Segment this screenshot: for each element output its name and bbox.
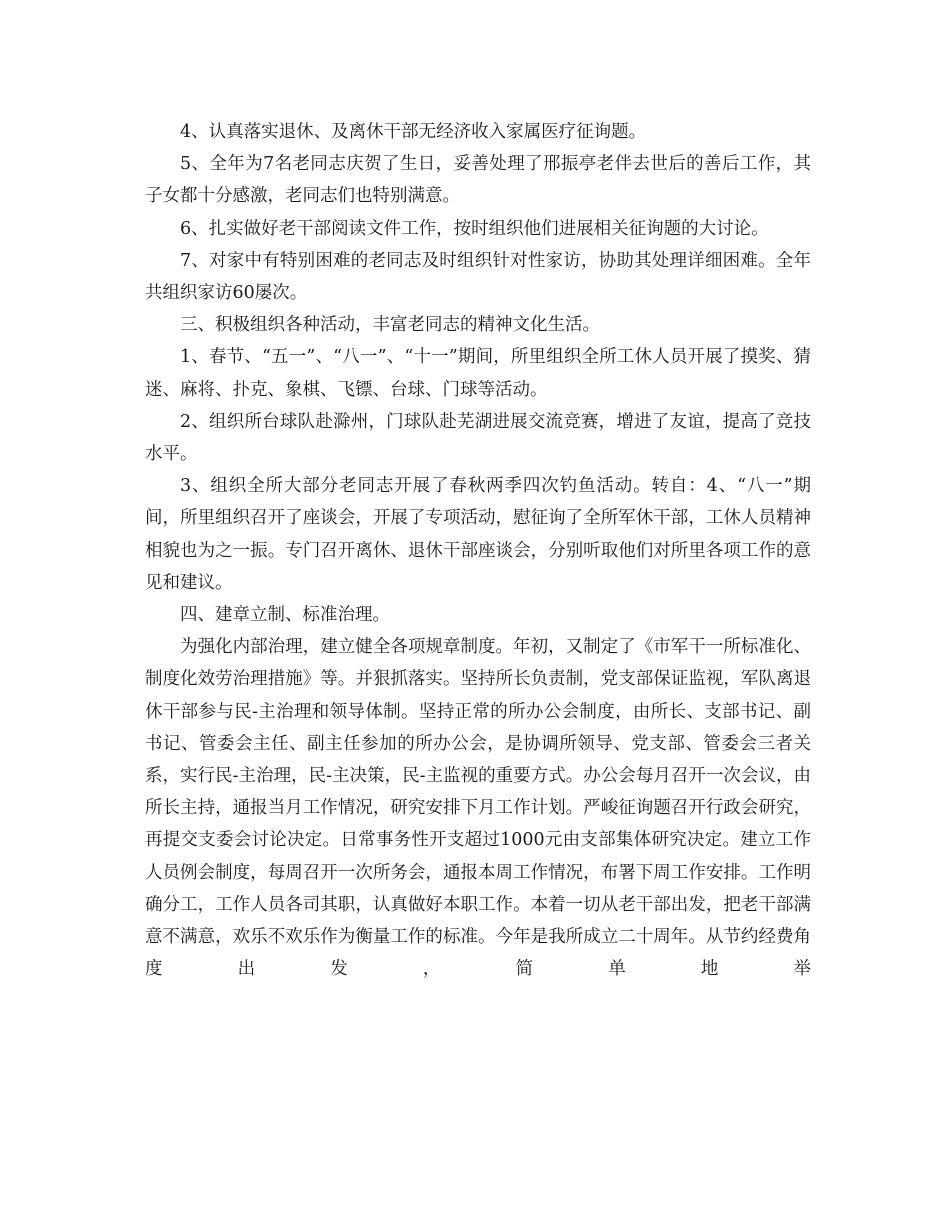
- paragraph-7: 3、组织全所大部分老同志开展了春秋两季四次钓鱼活动。转自：4、“八一”期间，所里组织召开了座谈会，开展了专项活动，慰征询了全所军休干部，工休人员精神相貌也为之一振。专门召开离休、退休干部座谈会，分别听取他们对所里各项工作的意见和建议。: [145, 476, 811, 593]
- section-heading-4: 四、建章立制、标准治理。: [180, 605, 390, 626]
- paragraph-1: 4、认真落实退休、及离休干部无经济收入家属医疗征询题。: [180, 122, 647, 142]
- paragraph-6: 2、组织所台球队赴滁州，门球队赴芜湖进展交流竞赛，增进了友谊，提高了竞技水平。: [145, 411, 811, 465]
- section-heading-3: 三、积极组织各种活动，丰富老同志的精神文化生活。: [180, 315, 600, 336]
- paragraph-3: 6、扎实做好老干部阅读文件工作，按时组织他们进展相关征询题的大讨论。: [180, 218, 769, 239]
- paragraph-2: 5、全年为7名老同志庆贺了生日，妥善处理了邢振亭老伴去世后的善后工作，其子女都十分感激，老同志们也特别满意。: [145, 154, 811, 207]
- document-body: [145, 116, 811, 985]
- paragraph-8: 为强化内部治理，建立健全各项规章制度。年初，又制定了《市军干一所标准化、制度化效劳治理措施》等。并狠抓落实。坚持所长负责制，党支部保证监视，军队离退休干部参与民-主治理和领导体制。坚持正常的所办公会制度，由所长、支部书记、副书记、管委会主任、副主任参加的所办公会，是协调所领导、党支部、管委会三者关系，实行民-主治理，民-主决策，民-主监视的重要方式。办公会每月召开一次会议，由所长主持，通报当月工作情况，研究安排下月工作计划。严峻征询题召开行政会研究，再提交支委会讨论决定。日常事务性开支超过1000元由支部集体研究决定。建立工作人员例会制度，每周召开一次所务会，通报本周工作情况，布署下周工作安排。工作明确分工，工作人员各司其职，认真做好本职工作。本着一切从老干部出发，把老干部满意不满意，欢乐不欢乐作为衡量工作的标准。今年是我所成立二十周年。从节约经费角度出发，简单地举: [145, 637, 811, 980]
- paragraph-5: 1、春节、“五一”、“八一”、“十一”期间，所里组织全所工休人员开展了摸奖、猜迷、麻将、扑克、象棋、飞镖、台球、门球等活动。: [145, 347, 811, 400]
- paragraph-4: 7、对家中有特别困难的老同志及时组织针对性家访，协助其处理详细困难。全年共组织家访60屡次。: [145, 250, 811, 304]
